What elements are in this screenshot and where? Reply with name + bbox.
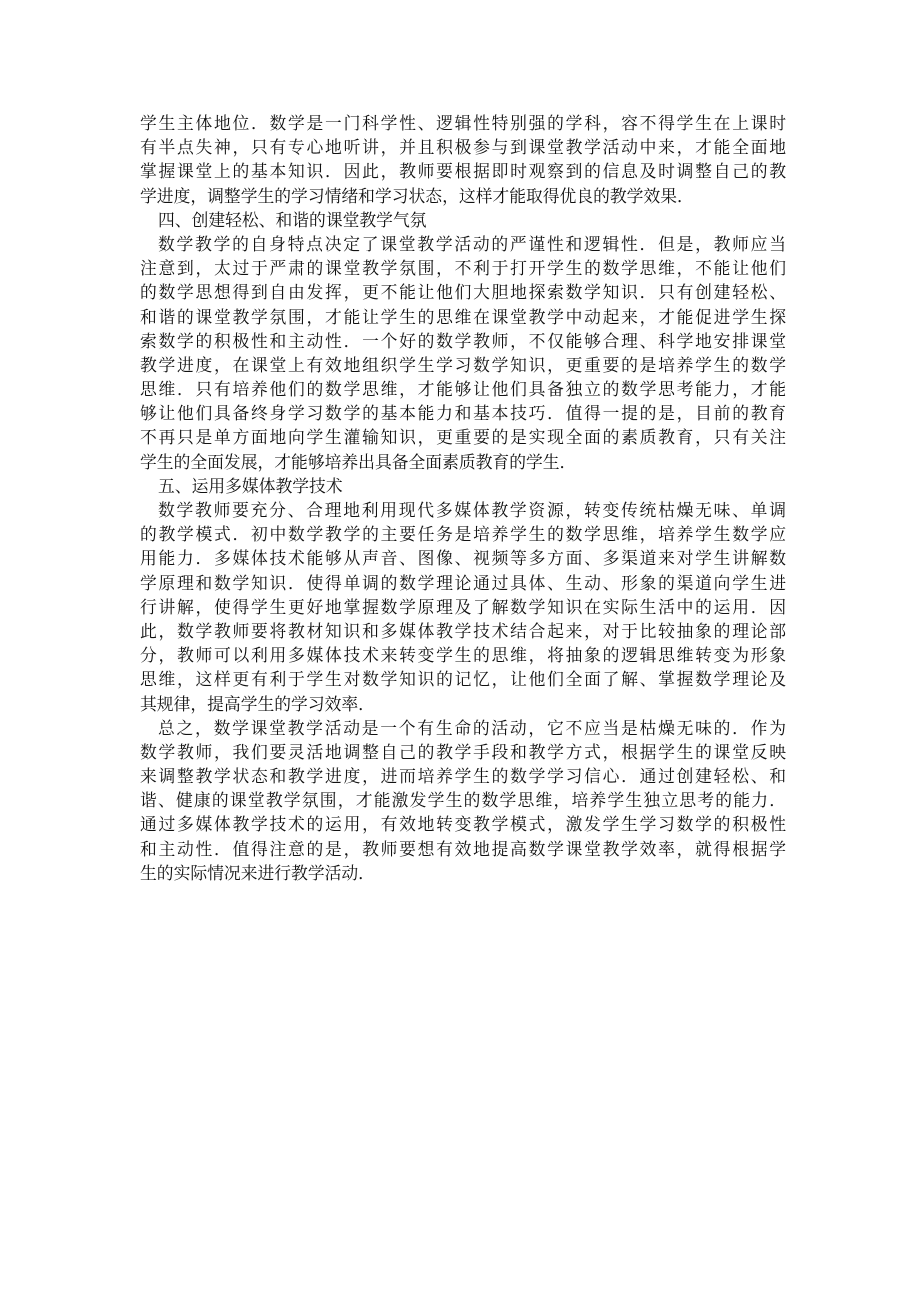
text-line: 学生主体地位．数学是一门科学性、逻辑性特别强的学科，容不得学生在上课时 [140, 113, 786, 133]
text-line: 的教学模式．初中数学教学的主要任务是培养学生的数学思维，培养学生数学应 [140, 524, 786, 545]
text-line: 的数学思想得到自由发挥，更不能让他们大胆地探索数学知识．只有创建轻松、 [140, 282, 786, 303]
text-line: 行讲解，使得学生更好地掌握数学原理及了解数学知识在实际生活中的运用．因 [140, 596, 786, 617]
text-line: 注意到，太过于严肃的课堂教学氛围，不利于打开学生的数学思维，不能让他们 [140, 258, 786, 279]
text-line: 数学教师，我们要灵活地调整自己的教学手段和教学方式，根据学生的课堂反映 [140, 741, 786, 762]
text-line: 和主动性．值得注意的是，教师要想有效地提高数学课堂教学效率，就得根据学 [140, 838, 786, 859]
body-paragraph [140, 498, 786, 716]
text-line: 此，数学教师要将教材知识和多媒体教学技术结合起来，对于比较抽象的理论部 [140, 620, 786, 641]
document-body [140, 111, 786, 885]
text-line: 够让他们具备终身学习数学的基本能力和基本技巧．值得一提的是，目前的教育 [140, 403, 786, 424]
text-line: 教学进度，在课堂上有效地组织学生学习数学知识，更重要的是培养学生的数学 [140, 354, 786, 375]
text-line: 总之，数学课堂教学活动是一个有生命的活动，它不应当是枯燥无味的．作为 [158, 717, 786, 738]
text-line: 数学教学的自身特点决定了课堂教学活动的严谨性和逻辑性．但是，教师应当 [158, 233, 786, 254]
heading-text: 四、创建轻松、和谐的课堂教学气氛 [158, 209, 427, 230]
text-line: 用能力．多媒体技术能够从声音、图像、视频等多方面、多渠道来对学生讲解数 [140, 548, 786, 569]
text-line: 生的实际情况来进行教学活动． [140, 862, 375, 883]
text-line: 分，教师可以利用多媒体技术来转变学生的思维，将抽象的逻辑思维转变为形象 [140, 645, 786, 666]
text-line: 学原理和数学知识．使得单调的数学理论通过具体、生动、形象的渠道向学生进 [140, 572, 786, 593]
body-paragraph [140, 111, 786, 208]
text-line: 数学教师要充分、合理地利用现代多媒体教学资源，转变传统枯燥无味、单调 [158, 500, 786, 520]
section-heading [140, 208, 786, 232]
body-paragraph [140, 716, 786, 885]
text-line: 来调整教学状态和教学进度，进而培养学生的数学学习信心．通过创建轻松、和 [140, 766, 786, 787]
text-line: 有半点失神，只有专心地听讲，并且积极参与到课堂教学活动中来，才能全面地 [140, 137, 786, 158]
text-line: 思维．只有培养他们的数学思维，才能够让他们具备独立的数学思考能力，才能 [140, 379, 786, 400]
heading-text: 五、运用多媒体教学技术 [158, 475, 343, 496]
text-line: 其规律，提高学生的学习效率． [140, 693, 375, 714]
text-line: 学生的全面发展，才能够培养出具备全面素质教育的学生． [140, 451, 577, 472]
body-paragraph [140, 232, 786, 474]
section-heading [140, 474, 786, 498]
text-line: 谐、健康的课堂教学氛围，才能激发学生的数学思维，培养学生独立思考的能力． [140, 790, 786, 811]
text-line: 不再只是单方面地向学生灌输知识，更重要的是实现全面的素质教育，只有关注 [140, 427, 786, 448]
text-line: 索数学的积极性和主动性．一个好的数学教师，不仅能够合理、科学地安排课堂 [140, 330, 786, 351]
text-line: 掌握课堂上的基本知识．因此，教师要根据即时观察到的信息及时调整自己的教 [140, 161, 786, 182]
text-line: 通过多媒体教学技术的运用，有效地转变教学模式，激发学生学习数学的积极性 [140, 814, 786, 835]
text-line: 学进度，调整学生的学习情绪和学习状态，这样才能取得优良的教学效果． [140, 185, 694, 206]
text-line: 和谐的课堂教学氛围，才能让学生的思维在课堂教学中动起来，才能促进学生探 [140, 306, 786, 327]
text-line: 思维，这样更有利于学生对数学知识的记忆，让他们全面了解、掌握数学理论及 [140, 669, 786, 690]
